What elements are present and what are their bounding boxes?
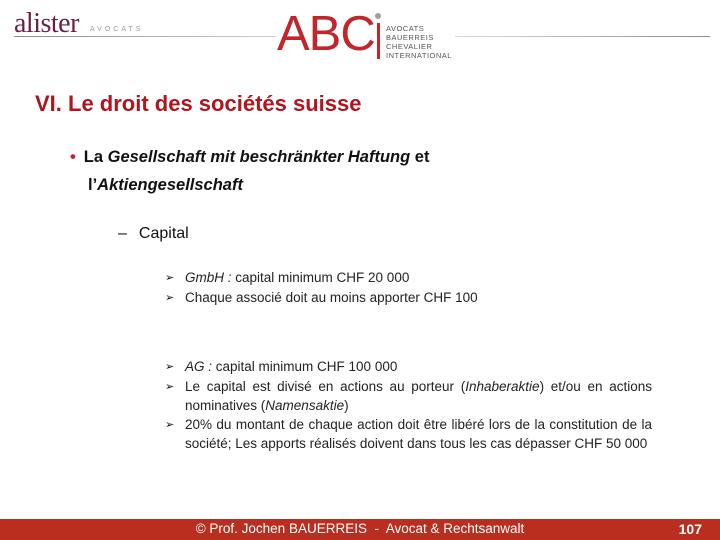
subheading-label: Capital bbox=[138, 225, 189, 242]
footer-copyright: © Prof. Jochen BAUERREIS - Avocat & Rechtsanwalt bbox=[195, 521, 525, 536]
subheading bbox=[118, 225, 189, 243]
alister-logo: alister bbox=[14, 8, 79, 39]
abci-line: INTERNATIONAL bbox=[386, 51, 452, 60]
item-italic: Inhaberaktie bbox=[465, 379, 540, 394]
group-gmbh bbox=[165, 268, 652, 308]
page-number: 107 bbox=[678, 521, 702, 537]
main-bullet bbox=[70, 143, 429, 199]
dash-icon: – bbox=[118, 225, 127, 242]
group-ag bbox=[165, 357, 652, 453]
arrow-bullet-icon: ➢ bbox=[165, 272, 175, 284]
footer-bar bbox=[0, 519, 720, 540]
arrow-bullet-icon: ➢ bbox=[165, 419, 175, 431]
item-text: ) et/ou en actions nominatives ( bbox=[185, 379, 652, 413]
abci-line: AVOCATS bbox=[386, 24, 425, 33]
item-italic: Namensaktie bbox=[265, 398, 345, 413]
list-item bbox=[165, 377, 652, 415]
abci-logo-i bbox=[377, 23, 380, 59]
abci-logo-dot bbox=[375, 13, 381, 19]
arrow-bullet-icon: ➢ bbox=[165, 381, 175, 393]
item-text: Chaque associé doit au moins apporter CHF 100 bbox=[185, 290, 478, 305]
abci-line: BAUERREIS bbox=[386, 33, 434, 42]
list-item bbox=[165, 268, 652, 288]
list-item bbox=[165, 357, 652, 377]
header-rule-right bbox=[455, 36, 710, 37]
item-text: capital minimum CHF 20 000 bbox=[231, 270, 410, 285]
item-text: ) bbox=[344, 398, 349, 413]
arrow-bullet-icon: ➢ bbox=[165, 361, 175, 373]
bullet-italic: Gesellschaft mit beschränkter Haftung bbox=[107, 148, 411, 166]
bullet-italic: Aktiengesellschaft bbox=[97, 176, 243, 194]
item-italic: GmbH : bbox=[185, 270, 232, 285]
bullet-text: La bbox=[83, 148, 108, 166]
abci-logo-text bbox=[386, 24, 452, 60]
list-item bbox=[165, 415, 652, 453]
abci-line: CHEVALIER bbox=[386, 42, 433, 51]
item-italic: AG : bbox=[185, 359, 213, 374]
slide-title: VI. Le droit des sociétés suisse bbox=[35, 91, 362, 116]
bullet-text: et bbox=[410, 148, 430, 166]
arrow-bullet-icon: ➢ bbox=[165, 292, 175, 304]
bullet-text: l’ bbox=[88, 176, 98, 194]
item-text: 20% du montant de chaque action doit être libéré lors de la constitution de la société; Les apports réalisés doivent dans tous les cas dépasser CHF 50 000 bbox=[185, 417, 652, 451]
bullet-dot-icon: • bbox=[70, 148, 76, 166]
alister-logo-subtitle: AVOCATS bbox=[90, 26, 144, 33]
item-text: capital minimum CHF 100 000 bbox=[212, 359, 398, 374]
list-item bbox=[165, 288, 652, 308]
abci-logo: ABC bbox=[277, 7, 375, 61]
item-text: Le capital est divisé en actions au porteur ( bbox=[185, 379, 466, 394]
